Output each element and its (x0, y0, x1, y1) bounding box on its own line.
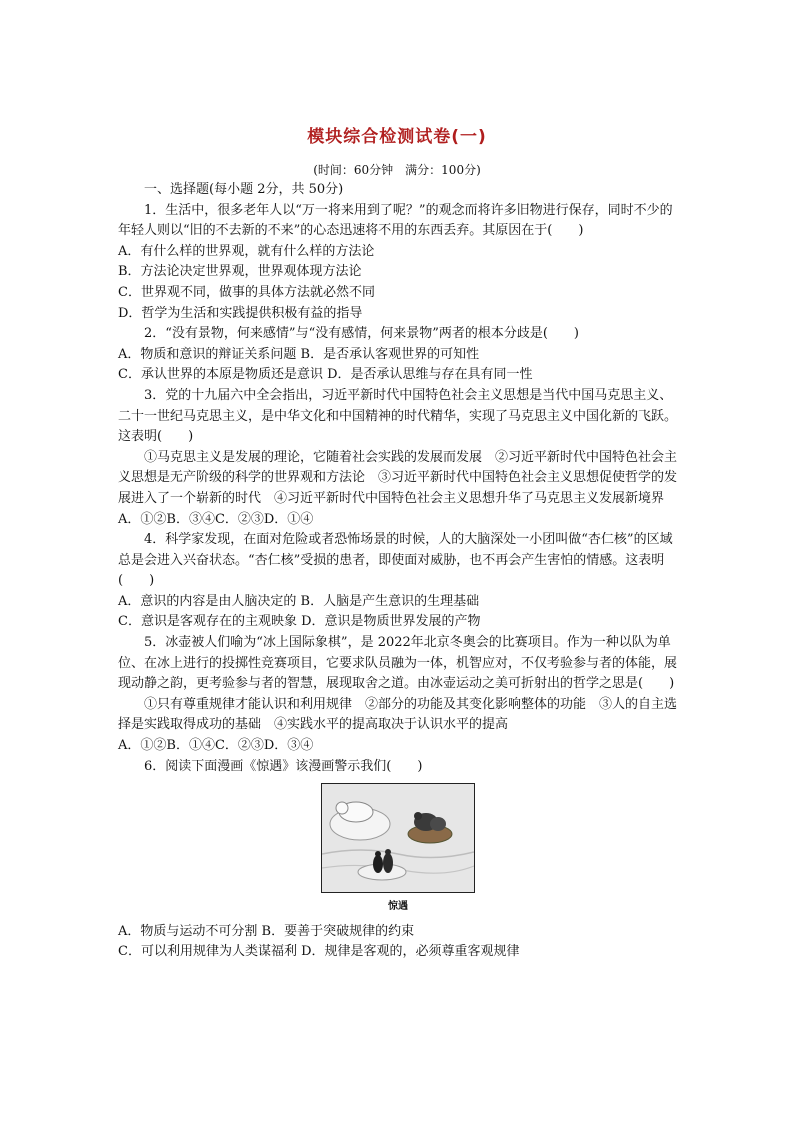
question-1-option-c: C．世界观不同，做事的具体方法就必然不同 (118, 284, 375, 300)
question-4-stem: 4．科学家发现，在面对危险或者恐怖场景的时候，人的大脑深处一小团叫做“杏仁核”的区域总是会进入兴奋状态。“杏仁核”受损的患者，即使面对威胁，也不再会产生害怕的情感。这表明( ) (118, 532, 673, 589)
cartoon-illustration (322, 784, 474, 892)
question-2-options-ab: A．物质和意识的辩证关系问题 B．是否承认客观世界的可知性 (118, 346, 480, 362)
cartoon-figure (118, 783, 678, 918)
question-1-stem: 1．生活中，很多老年人以“万一将来用到了呢？”的观念而将许多旧物进行保存，同时不少的年轻人则以“旧的不去新的不来”的心态迅速将不用的东西丢弃。其原因在于( ) (118, 202, 673, 239)
question-4-options-ab: A．意识的内容是由人脑决定的 B．人脑是产生意识的生理基础 (118, 593, 480, 609)
question-3-options: A．①②B．③④C．②③D．①④ (118, 511, 314, 527)
exam-meta: (时间：60分钟 满分：100分) (313, 163, 481, 177)
question-4-options-cd: C．意识是客观存在的主观映象 D．意识是物质世界发展的产物 (118, 614, 481, 630)
question-2-stem: 2．“没有景物，何来感情”与“没有感情，何来景物”两者的根本分歧是( ) (144, 326, 579, 342)
cartoon-image (321, 783, 475, 893)
section-heading: 一、选择题(每小题 2分，共 50分) (144, 182, 344, 197)
exam-content (118, 180, 678, 963)
question-5-stem: 5．冰壶被人们喻为“冰上国际象棋”，是 2022年北京冬奥会的比赛项目。作为一种以队为单位、在冰上进行的投掷性竞赛项目，它要求队员融为一体，机智应对，不仅考验参与者的体能，展现动静之韵，更考验参与者的智慧，展现取舍之道。由冰壶运动之美可折射出的哲学之思是( ) (118, 635, 678, 692)
question-1-option-d: D．哲学为生活和实践提供积极有益的指导 (118, 305, 363, 321)
question-1-option-a: A．有什么样的世界观，就有什么样的方法论 (118, 243, 375, 259)
question-6-options-ab: A．物质与运动不可分割 B．要善于突破规律的约束 (118, 923, 415, 939)
question-6-options-cd: C．可以利用规律为人类谋福利 D．规律是客观的，必须尊重客观规律 (118, 944, 520, 960)
question-6-stem: 6．阅读下面漫画《惊遇》该漫画警示我们( ) (144, 758, 423, 774)
question-3-stem: 3．党的十九届六中全会指出，习近平新时代中国特色社会主义思想是当代中国马克思主义、二十一世纪马克思主义，是中华文化和中国精神的时代精华，实现了马克思主义中国化新的飞跃。这表明( ) (118, 387, 678, 445)
cartoon-caption: 惊遇 (388, 901, 408, 913)
question-1-option-b: B．方法论决定世界观，世界观体现方法论 (118, 264, 362, 280)
question-2-options-cd: C．承认世界的本原是物质还是意识 D．是否承认思维与存在具有同一性 (118, 367, 533, 383)
question-3-statements: ①马克思主义是发展的理论，它随着社会实践的发展而发展 ②习近平新时代中国特色社会主义思想是无产阶级的科学的世界观和方法论 ③习近平新时代中国特色社会主义思想促使哲学的发展进入了一个崭新的时代 ④习近平新时代中国特色社会主义思想升华了马克思主义发展新境界 (118, 449, 678, 506)
page-title: 模块综合检测试卷(一) (307, 127, 487, 147)
question-5-statements: ①只有尊重规律才能认识和利用规律 ②部分的功能及其变化影响整体的功能 ③人的自主选择是实践取得成功的基础 ④实践水平的提高取决于认识水平的提高 (118, 696, 678, 733)
question-5-options: A．①②B．①④C．②③D．③④ (118, 738, 314, 754)
